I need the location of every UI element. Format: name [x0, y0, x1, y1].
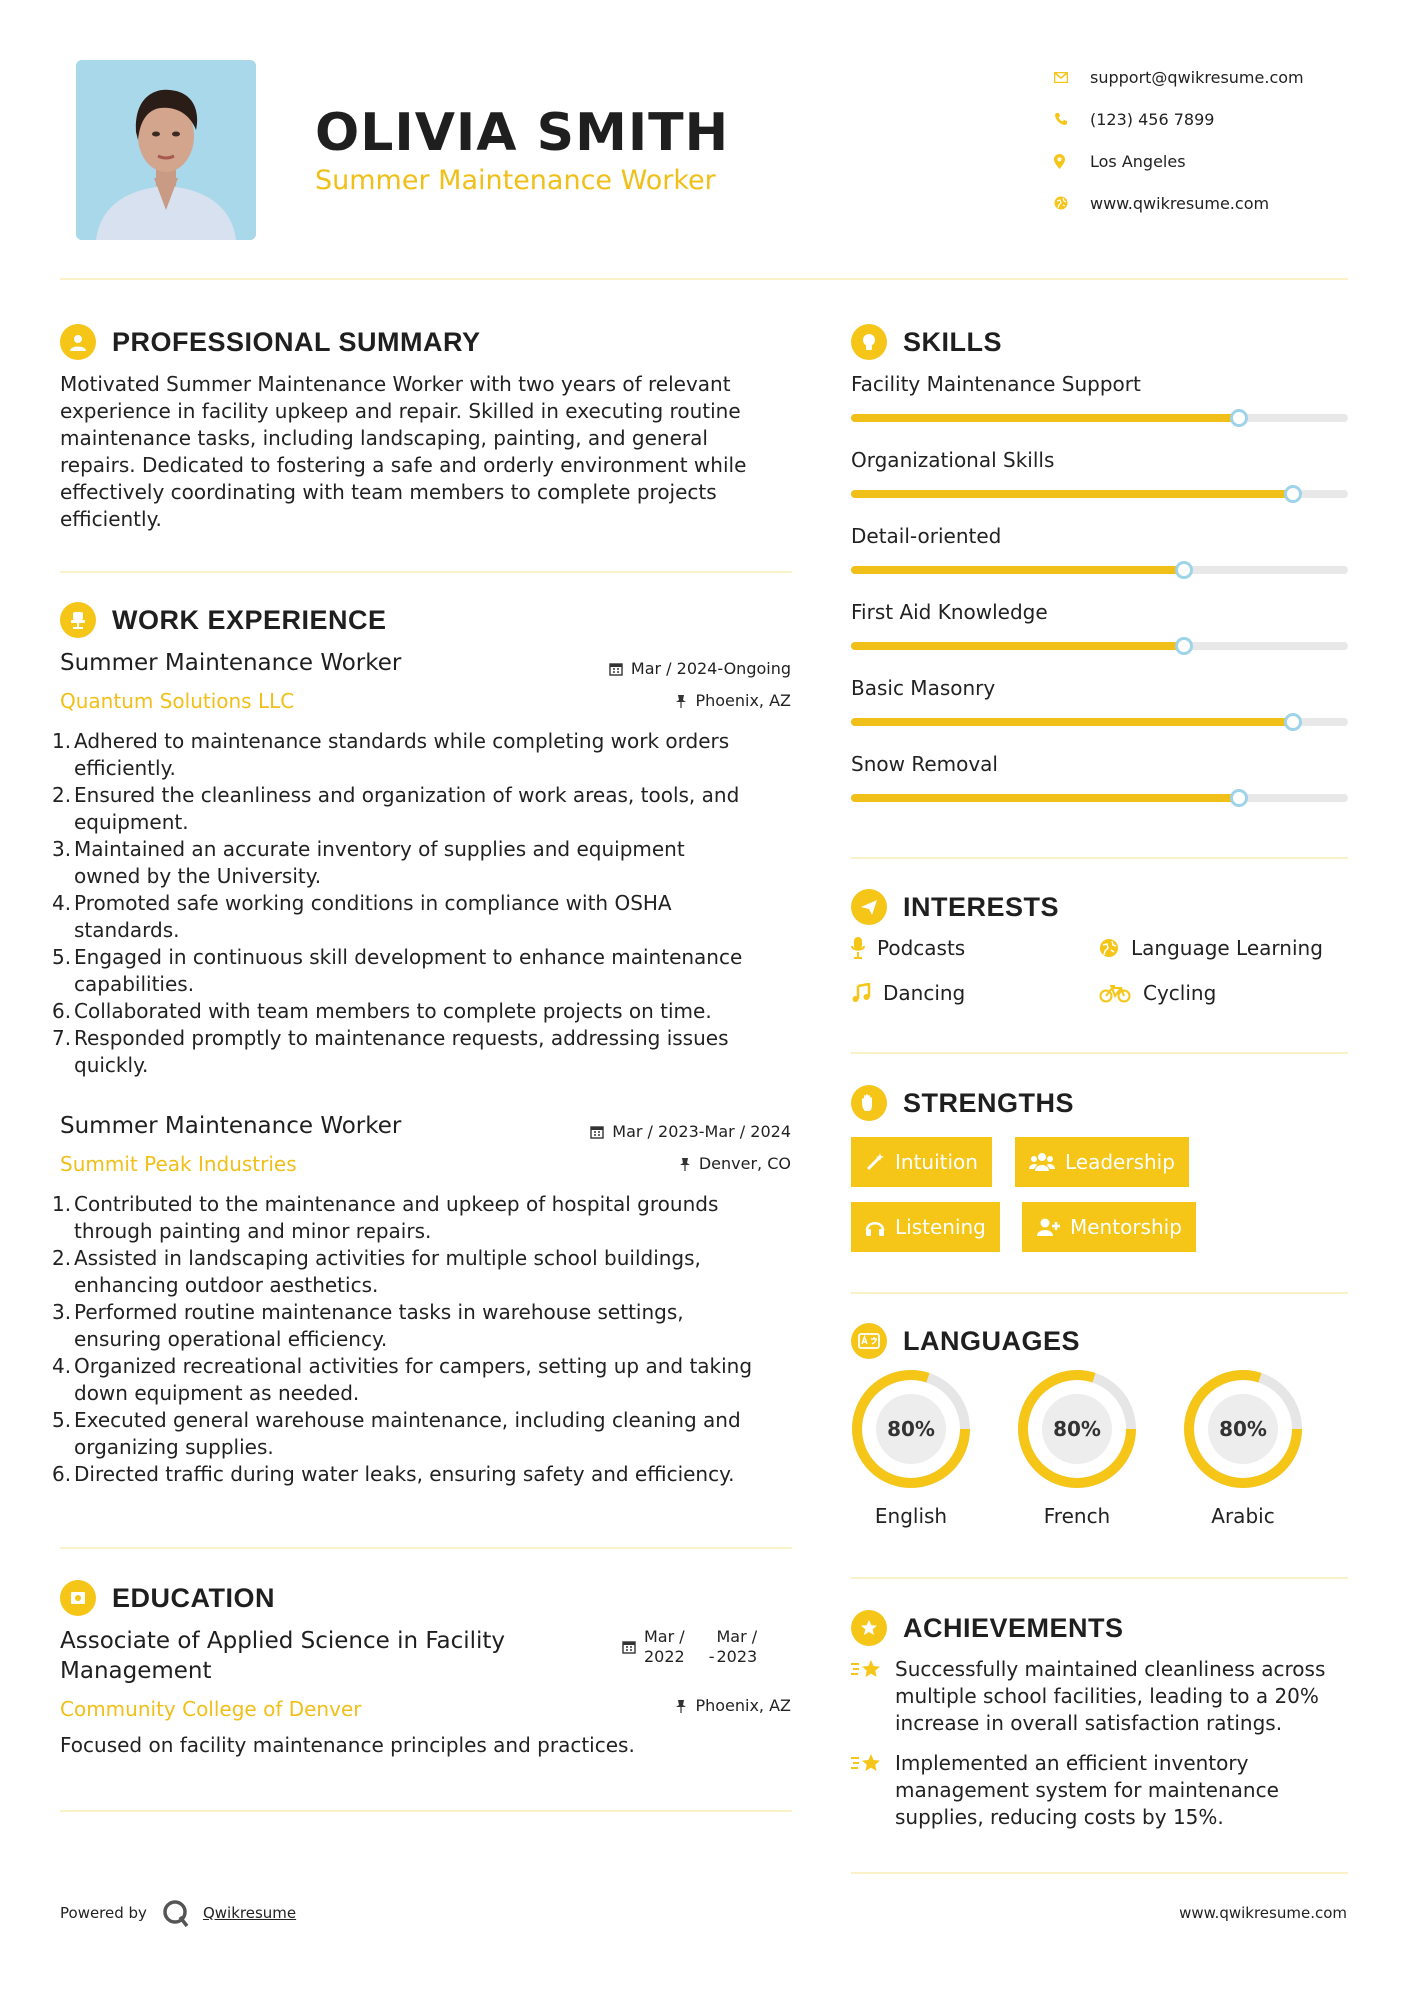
skill-bar-track	[851, 794, 1348, 802]
contact-email[interactable]	[1050, 56, 1304, 98]
achievement-item	[851, 1656, 1348, 1737]
skills-title: SKILLS	[903, 326, 1003, 357]
candidate-name: OLIVIA SMITH	[315, 103, 730, 163]
interests-title: INTERESTS	[903, 891, 1060, 922]
summary-line: experience in facility upkeep and repair. Skilled in executing routine	[60, 399, 741, 423]
education-description: Focused on facility maintenance principles and practices.	[60, 1733, 635, 1757]
star-icon	[851, 1658, 883, 1682]
job-title: Summer Maintenance Worker	[60, 1113, 402, 1139]
skill-bar-knob	[1175, 637, 1193, 655]
language-name: Arabic	[1211, 1504, 1275, 1528]
strength-label: Mentorship	[1070, 1215, 1182, 1239]
education-location	[675, 1696, 791, 1715]
summary-line: effectively coordinating with team members to complete projects	[60, 480, 717, 504]
music-icon	[851, 983, 871, 1003]
summary-text	[60, 371, 800, 533]
job-date-text: Mar / 2023-Mar / 2024	[612, 1122, 791, 1141]
achievement-text: Implemented an efficient inventory management system for maintenance supplies, reducing costs by 15%.	[895, 1751, 1279, 1829]
summary-title: PROFESSIONAL SUMMARY	[112, 326, 481, 357]
list-item: 6. Directed traffic during water leaks, ensuring safety and efficiency.	[52, 1462, 735, 1486]
bicycle-icon	[1099, 983, 1131, 1003]
skill-bar-knob	[1230, 409, 1248, 427]
paper-plane-icon	[851, 889, 887, 925]
job-location	[675, 691, 791, 710]
lightbulb-icon	[851, 324, 887, 360]
calendar-icon	[609, 662, 623, 676]
education-location-text: Phoenix, AZ	[695, 1696, 791, 1715]
languages-divider	[851, 1577, 1348, 1579]
contact-location	[1050, 140, 1304, 182]
strength-tag	[1015, 1137, 1189, 1187]
pin-icon	[675, 1699, 687, 1713]
contact-phone-text: (123) 456 7899	[1090, 109, 1215, 129]
skill-bar-fill	[851, 794, 1239, 802]
strength-label: Intuition	[895, 1150, 978, 1174]
degree-line: Associate of Applied Science in Facility	[60, 1628, 506, 1654]
job-date-text: Mar / 2024-Ongoing	[630, 659, 791, 678]
interest-item	[1099, 936, 1323, 960]
skill-label: First Aid Knowledge	[851, 600, 1048, 624]
footer-powered-by	[60, 1898, 296, 1928]
interest-item	[851, 936, 965, 960]
education-divider	[60, 1810, 792, 1812]
strength-label: Listening	[895, 1215, 986, 1239]
list-item: 6. Collaborated with team members to complete projects on time.	[52, 999, 712, 1023]
interests-heading	[851, 889, 1059, 925]
work-title: WORK EXPERIENCE	[112, 604, 387, 635]
job-duties	[52, 1191, 792, 1488]
strength-tag	[851, 1137, 992, 1187]
summary-line: Motivated Summer Maintenance Worker with two years of relevant	[60, 372, 731, 396]
microphone-icon	[851, 937, 865, 959]
skill-label: Facility Maintenance Support	[851, 372, 1141, 396]
skill-bar-fill	[851, 414, 1239, 422]
chair-icon	[60, 602, 96, 638]
list-item: 1. Contributed to the maintenance and upkeep of hospital grounds through painting and minor repairs.	[52, 1192, 719, 1243]
strength-label: Leadership	[1065, 1150, 1175, 1174]
education-heading	[60, 1580, 275, 1616]
calendar-icon	[622, 1640, 636, 1654]
strength-tag	[851, 1202, 1000, 1252]
pin-icon	[679, 1157, 691, 1171]
education-title: EDUCATION	[112, 1582, 275, 1613]
work-divider	[60, 1547, 792, 1549]
summary-line: maintenance tasks, including landscaping, painting, and general	[60, 426, 708, 450]
interest-label: Dancing	[883, 981, 966, 1005]
interest-item	[1099, 981, 1216, 1005]
contact-block	[1050, 56, 1304, 224]
user-icon	[60, 324, 96, 360]
education-end: Mar / 2023	[716, 1627, 758, 1666]
skill-label: Basic Masonry	[851, 676, 996, 700]
languages-heading	[851, 1323, 1080, 1359]
skill-bar-track	[851, 642, 1348, 650]
contact-website[interactable]	[1050, 182, 1304, 224]
star-badge-icon	[851, 1610, 887, 1646]
user-plus-icon	[1036, 1217, 1060, 1237]
summary-heading	[60, 324, 481, 360]
language-percent: 80%	[876, 1394, 946, 1464]
job-company: Quantum Solutions LLC	[60, 689, 295, 713]
interests-divider	[851, 1052, 1348, 1054]
job-location	[679, 1154, 791, 1173]
language-item	[1016, 1368, 1138, 1528]
list-item: 2. Ensured the cleanliness and organization of work areas, tools, and equipment.	[52, 783, 740, 834]
interest-label: Podcasts	[877, 936, 966, 960]
language-name: French	[1043, 1504, 1111, 1528]
job-location-text: Denver, CO	[698, 1154, 791, 1173]
skill-bar-fill	[851, 566, 1184, 574]
summary-line: efficiently.	[60, 507, 162, 531]
skill-label: Snow Removal	[851, 752, 998, 776]
skill-bar-fill	[851, 642, 1184, 650]
footer-website[interactable]: www.qwikresume.com	[1179, 1904, 1347, 1922]
skill-label: Organizational Skills	[851, 448, 1055, 472]
language-ring	[850, 1368, 972, 1490]
headphones-icon	[865, 1217, 885, 1237]
language-item	[1182, 1368, 1304, 1528]
skill-bar-knob	[1230, 789, 1248, 807]
achievements-divider	[851, 1872, 1348, 1874]
magic-wand-icon	[865, 1152, 885, 1172]
languages-title: LANGUAGES	[903, 1325, 1081, 1356]
list-item: 4. Organized recreational activities for campers, setting up and taking down equipment as needed.	[52, 1354, 753, 1405]
language-item	[850, 1368, 972, 1528]
qwikresume-logo	[161, 1898, 191, 1928]
summary-line: repairs. Dedicated to fostering a safe and orderly environment while	[60, 453, 747, 477]
achievements-heading	[851, 1610, 1124, 1646]
achievement-item	[851, 1750, 1348, 1831]
job-date	[609, 659, 791, 678]
language-icon	[851, 1323, 887, 1359]
achievement-text: Successfully maintained cleanliness across multiple school facilities, leading to a 20% increase in overall satisfaction ratings.	[895, 1657, 1326, 1735]
globe-icon	[1050, 196, 1090, 210]
job-location-text: Phoenix, AZ	[695, 691, 791, 710]
list-item: 4. Promoted safe working conditions in compliance with OSHA standards.	[52, 891, 672, 942]
language-ring	[1016, 1368, 1138, 1490]
interest-label: Language Learning	[1131, 936, 1323, 960]
globe-icon	[1099, 938, 1119, 958]
brand-link[interactable]: Qwikresume	[202, 1904, 297, 1922]
degree-title	[60, 1626, 505, 1686]
work-heading	[60, 602, 387, 638]
education-date	[622, 1627, 757, 1667]
job-duties	[52, 728, 792, 1079]
skill-bar-fill	[851, 490, 1293, 498]
skill-bar-knob	[1175, 561, 1193, 579]
language-ring	[1182, 1368, 1304, 1490]
skill-bar-track	[851, 566, 1348, 574]
list-item: 5. Engaged in continuous skill development to enhance maintenance capabilities.	[52, 945, 743, 996]
skill-bar-track	[851, 718, 1348, 726]
language-name: English	[874, 1504, 948, 1528]
summary-divider	[60, 571, 792, 573]
interest-item	[851, 981, 965, 1005]
list-item: 7. Responded promptly to maintenance requests, addressing issues quickly.	[52, 1026, 729, 1077]
skill-bar-knob	[1284, 485, 1302, 503]
phone-icon	[1050, 112, 1090, 126]
skill-bar-track	[851, 490, 1348, 498]
achievements-title: ACHIEVEMENTS	[903, 1612, 1124, 1643]
contact-website-text: www.qwikresume.com	[1090, 193, 1270, 213]
header-divider	[60, 278, 1348, 280]
list-item: 3. Maintained an accurate inventory of supplies and equipment owned by the University.	[52, 837, 685, 888]
skill-bar-knob	[1284, 713, 1302, 731]
calendar-icon	[590, 1125, 604, 1139]
strengths-title: STRENGTHS	[903, 1087, 1075, 1118]
job-company: Summit Peak Industries	[60, 1152, 297, 1176]
envelope-icon	[1050, 72, 1090, 83]
profile-photo	[76, 60, 256, 240]
degree-line: Management	[60, 1658, 212, 1684]
strengths-divider	[851, 1292, 1348, 1294]
strengths-heading	[851, 1085, 1074, 1121]
skill-label: Detail-oriented	[851, 524, 1002, 548]
map-pin-icon	[1050, 154, 1090, 169]
language-percent: 80%	[1042, 1394, 1112, 1464]
contact-phone[interactable]	[1050, 98, 1304, 140]
skills-divider	[851, 857, 1348, 859]
job-title: Summer Maintenance Worker	[60, 650, 402, 676]
powered-by-text: Powered by	[60, 1904, 147, 1922]
skills-heading	[851, 324, 1002, 360]
date-separator: -	[708, 1647, 715, 1666]
skill-bar-track	[851, 414, 1348, 422]
contact-email-text: support@qwikresume.com	[1090, 67, 1304, 87]
list-item: 1. Adhered to maintenance standards while completing work orders efficiently.	[52, 729, 730, 780]
contact-location-text: Los Angeles	[1090, 151, 1186, 171]
hand-icon	[851, 1085, 887, 1121]
list-item: 5. Executed general warehouse maintenance, including cleaning and organizing supplies.	[52, 1408, 741, 1459]
list-item: 3. Performed routine maintenance tasks in warehouse settings, ensuring operational efficiency.	[52, 1300, 684, 1351]
list-item: 2. Assisted in landscaping activities for multiple school buildings, enhancing outdoor aesthetics.	[52, 1246, 701, 1297]
graduation-icon	[60, 1580, 96, 1616]
star-icon	[851, 1752, 883, 1776]
job-date	[590, 1122, 791, 1141]
skill-bar-fill	[851, 718, 1293, 726]
candidate-role: Summer Maintenance Worker	[315, 165, 716, 196]
interest-label: Cycling	[1143, 981, 1217, 1005]
pin-icon	[675, 694, 687, 708]
school-name: Community College of Denver	[60, 1697, 362, 1721]
education-start: Mar / 2022	[644, 1627, 685, 1666]
language-percent: 80%	[1208, 1394, 1278, 1464]
strength-tag	[1022, 1202, 1196, 1252]
users-icon	[1029, 1152, 1055, 1172]
